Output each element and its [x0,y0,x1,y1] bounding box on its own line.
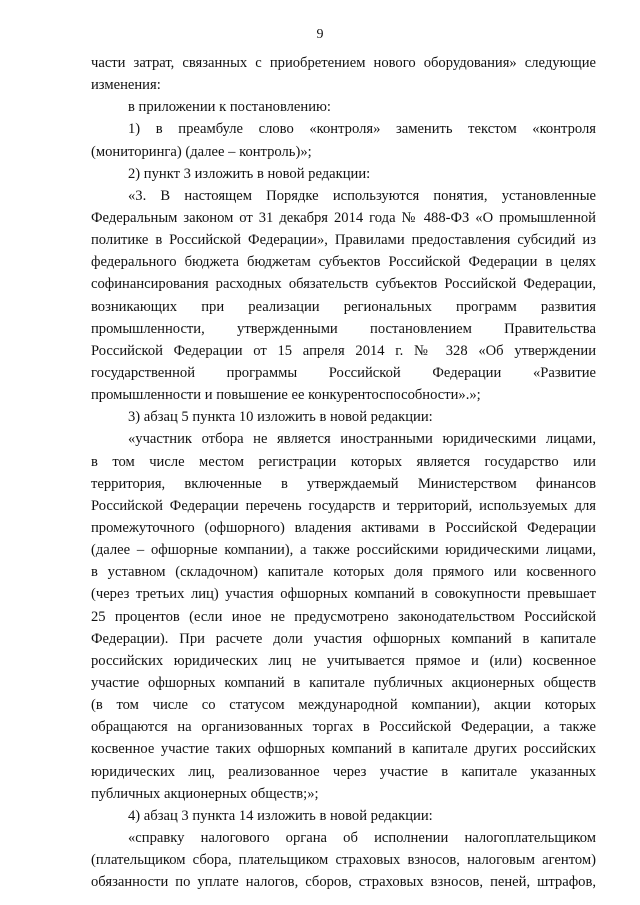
page-number: 9 [316,27,324,42]
text-line: публичных акционерных обществ;»; [91,785,319,802]
text-line: промежуточного (офшорного) владения активами в Российской Федерации [91,519,596,536]
text-line: «справку налогового органа об исполнении налогоплательщиком [128,829,596,846]
text-line: политике в Российской Федерации», Правилами предоставления субсидий из [91,232,596,249]
text-line: 1) в преамбуле слово «контроля» заменить текстом «контроля [128,121,596,138]
document-body [91,52,596,893]
text-line: российских юридических лиц не учитывается прямое и (или) косвенное [91,652,596,669]
text-line: юридических лиц, реализованное через участие в капитале указанных [91,763,596,780]
text-line: части затрат, связанных с приобретением нового оборудования» следующие [91,55,596,71]
text-line: (плательщиком сбора, плательщиком страховых взносов, налоговым агентом) [91,852,596,869]
text-line: 3) абзац 5 пункта 10 изложить в новой редакции: [128,409,433,426]
text-line: Российской Федерации от 15 апреля 2014 г. № 328 «Об утверждении [91,342,596,359]
text-line: 4) абзац 3 пункта 14 изложить в новой редакции: [128,807,433,824]
text-line: промышленности и повышение ее конкурентоспособности».»; [91,387,481,404]
text-line: 2) пункт 3 изложить в новой редакции: [128,165,371,182]
text-line: территория, включенные в утверждаемый Министерством финансов [91,475,596,492]
text-line: (мониторинга) (далее – контроль)»; [91,143,312,160]
text-line: (далее – офшорные компании), а также российскими юридическими лицами, [91,542,596,559]
text-line: Российской Федерации перечень государств и территорий, используемых для [91,497,596,514]
text-line: 25 процентов (если иное не предусмотрено законодательством Российской [91,608,596,625]
text-line: возникающих при реализации региональных программ развития [91,298,596,315]
text-line: косвенное участие таких офшорных компаний в капитале других российских [91,741,596,758]
text-line: софинансирования расходных обязательств субъектов Российской Федерации, [91,276,596,293]
text-line: промышленности, утвержденными постановлением Правительства [91,320,596,337]
text-line: государственной программы Российской Федерации «Развитие [91,364,596,381]
text-line: Федеральным законом от 31 декабря 2014 года № 488-ФЗ «О промышленной [91,209,596,226]
text-line: «участник отбора не является иностранными юридическими лицами, [128,431,596,448]
text-line: изменения: [91,77,161,94]
text-line: в приложении к постановлению: [128,99,331,116]
text-line: участие офшорных компаний в капитале публичных акционерных обществ [91,674,596,691]
text-line: федерального бюджета бюджетам субъектов Российской Федерации в целях [91,254,596,271]
text-line: в том числе местом регистрации которых является государство или [91,453,596,470]
text-line: в уставном (складочном) капитале которых доля прямого или косвенного [91,564,596,581]
text-line: (через третьих лиц) участия офшорных компаний в совокупности превышает [91,586,596,603]
text-line: Федерации). При расчете доли участия офшорных компаний в капитале [91,630,596,647]
text-line: обязанности по уплате налогов, сборов, страховых взносов, пеней, штрафов, [91,874,596,891]
text-line: «3. В настоящем Порядке используются понятия, установленные [128,187,596,204]
text-line: (в том числе со статусом международной компании), акции которых [91,697,596,714]
text-line: обращаются на организованных торгах в Российской Федерации, а также [91,719,596,736]
